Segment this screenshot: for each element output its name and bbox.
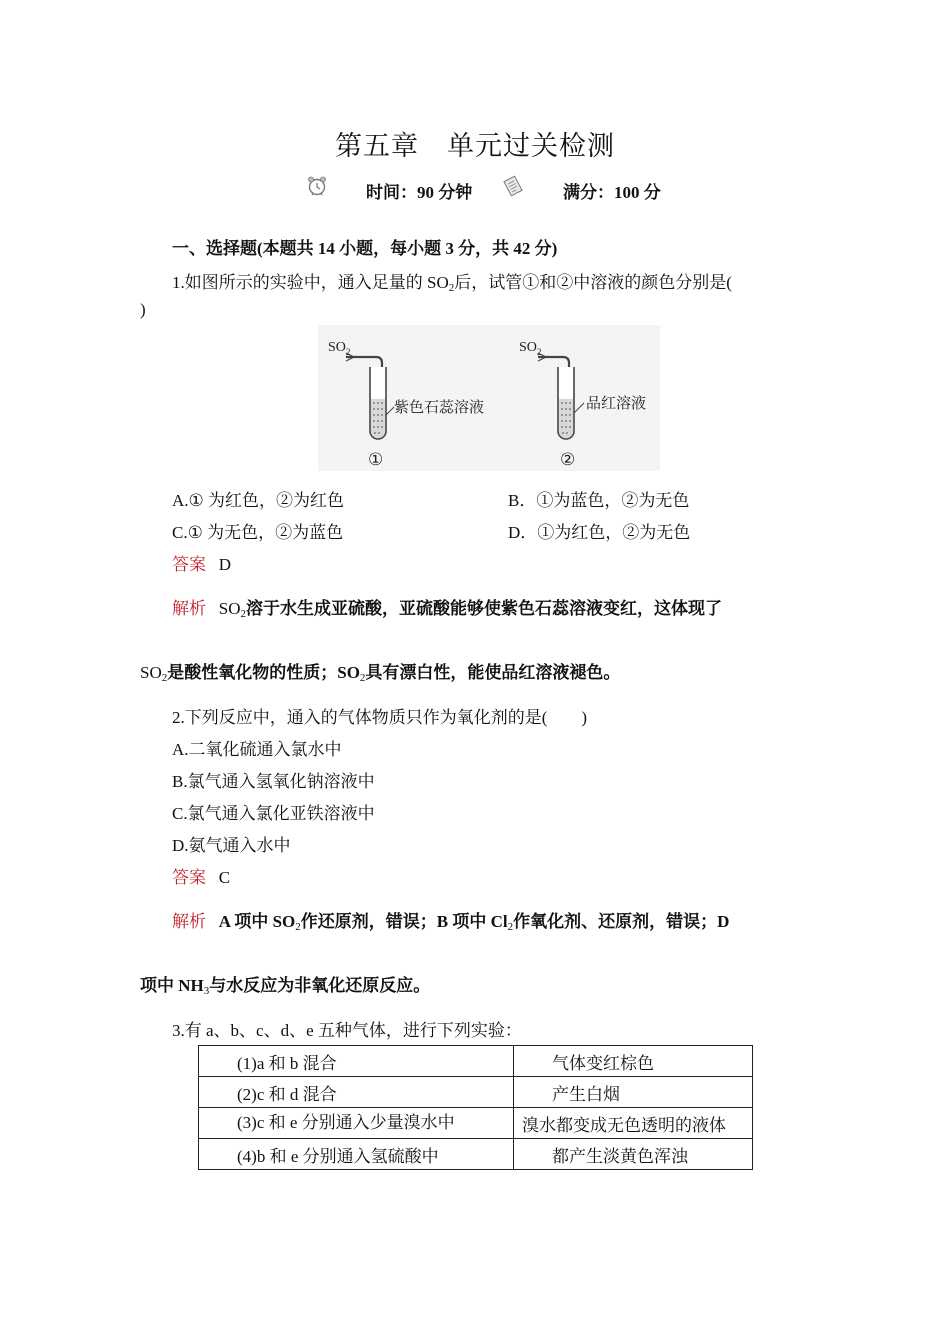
q2-analysis-line2 bbox=[140, 971, 430, 996]
q2-analysis-text: 作还原剂，错误；B 项中 Cl bbox=[300, 912, 508, 931]
q1-answer-value: D bbox=[218, 555, 232, 574]
q1-option-c: C.① 为无色，②为蓝色 bbox=[172, 523, 344, 542]
q1-analysis-subscript: 2 bbox=[240, 608, 246, 620]
q2-option-a: A.二氧化硫通入氯水中 bbox=[172, 740, 342, 759]
tube2-solution-label: 品红溶液 bbox=[586, 396, 647, 412]
q1-analysis-text: 是酸性氧化物的性质；SO bbox=[167, 663, 360, 682]
q2-stem: 2.下列反应中，通入的气体物质只作为氧化剂的是( ) bbox=[172, 708, 588, 727]
table-row bbox=[199, 1046, 753, 1077]
q2-option-c: C.氯气通入氯化亚铁溶液中 bbox=[172, 804, 375, 823]
tube2-gas-label: $SO_2$ bbox=[519, 340, 542, 357]
q3-stem: 3.有 a、b、c、d、e 五种气体，进行下列实验： bbox=[172, 1021, 522, 1040]
test-tubes-diagram bbox=[318, 325, 660, 471]
q1-analysis-line2 bbox=[140, 658, 620, 683]
full-score: 满分：100 分 bbox=[563, 183, 661, 202]
section-heading: 一、选择题(本题共 14 小题，每小题 3 分，共 42 分) bbox=[172, 239, 558, 258]
tube1-gas-label: $SO_2$ bbox=[328, 340, 351, 357]
time-limit: 时间：90 分钟 bbox=[366, 183, 473, 202]
tube1-number: ① bbox=[368, 450, 384, 469]
q3-experiment-table bbox=[198, 1045, 753, 1170]
q1-analysis-text: 溶于水生成亚硫酸，亚硫酸能够使紫色石蕊溶液变红，这体现了 bbox=[245, 599, 722, 618]
table-cell-result: 产生白烟 bbox=[514, 1077, 753, 1108]
q2-analysis-text: 与水反应为非氧化还原反应。 bbox=[209, 976, 431, 995]
q1-answer-label: 答案 bbox=[172, 555, 206, 574]
q2-analysis-text: 作氧化剂、还原剂，错误；D bbox=[513, 912, 730, 931]
q1-figure bbox=[318, 325, 660, 471]
q2-analysis-subscript: 3 bbox=[203, 985, 210, 997]
q2-analysis-subscript: 2 bbox=[507, 921, 514, 933]
table-cell-result: 溴水都变成无色透明的液体 bbox=[514, 1108, 753, 1139]
q2-analysis-label: 解析 bbox=[172, 912, 206, 931]
table-row bbox=[199, 1139, 753, 1170]
q1-option-b: B．①为蓝色，②为无色 bbox=[508, 491, 690, 510]
q2-answer-value: C bbox=[218, 868, 231, 887]
q1-analysis-text: 具有漂白性，能使品红溶液褪色。 bbox=[365, 663, 621, 682]
tube1-solution-label: 紫色石蕊溶液 bbox=[394, 400, 485, 416]
page-title: 第五章 单元过关检测 bbox=[335, 131, 615, 161]
q1-analysis-subscript: 2 bbox=[161, 672, 168, 684]
q1-answer bbox=[172, 550, 231, 575]
q1-option-a: A.① 为红色，②为红色 bbox=[172, 491, 345, 510]
q1-analysis-line1 bbox=[172, 594, 722, 619]
q1-analysis-text: SO bbox=[140, 663, 162, 682]
table-cell-result: 气体变红棕色 bbox=[514, 1046, 753, 1077]
alarm-clock-icon bbox=[306, 175, 328, 197]
q1-stem-text-a: 1.如图所示的实验中，通入足量的 SO bbox=[172, 273, 449, 292]
table-row bbox=[199, 1077, 753, 1108]
q2-analysis-text: 项中 NH bbox=[140, 976, 204, 995]
q1-analysis-subscript: 2 bbox=[359, 672, 366, 684]
exam-paper-icon bbox=[502, 175, 524, 197]
tube2-number: ② bbox=[560, 450, 576, 469]
table-cell-operation: (2)c 和 d 混合 bbox=[199, 1077, 514, 1108]
q2-analysis-line1 bbox=[172, 907, 729, 932]
q2-answer-label: 答案 bbox=[172, 868, 206, 887]
q2-answer bbox=[172, 863, 230, 888]
q1-analysis-text: SO bbox=[218, 599, 241, 618]
q2-option-b: B.氯气通入氢氧化钠溶液中 bbox=[172, 772, 375, 791]
q1-stem-text-b: 后，试管①和②中溶液的颜色分别是( bbox=[454, 273, 732, 292]
table-cell-operation: (3)c 和 e 分别通入少量溴水中 bbox=[199, 1108, 514, 1139]
table-row bbox=[199, 1108, 753, 1139]
q1-option-d: D．①为红色，②为无色 bbox=[508, 523, 691, 542]
table-cell-operation: (4)b 和 e 分别通入氢硫酸中 bbox=[199, 1139, 514, 1170]
q2-analysis-subscript: 2 bbox=[295, 921, 301, 933]
q1-stem-subscript: 2 bbox=[448, 282, 455, 294]
test-tube-2 bbox=[538, 353, 584, 439]
q2-option-d: D.氨气通入水中 bbox=[172, 836, 291, 855]
q1-analysis-label: 解析 bbox=[172, 599, 206, 618]
q1-stem bbox=[172, 268, 732, 293]
table-cell-result: 都产生淡黄色浑浊 bbox=[514, 1139, 753, 1170]
q2-analysis-text: A 项中 SO bbox=[218, 912, 296, 931]
q1-stem-end: ) bbox=[140, 300, 146, 319]
table-cell-operation: (1)a 和 b 混合 bbox=[199, 1046, 514, 1077]
test-tube-1 bbox=[346, 353, 394, 439]
